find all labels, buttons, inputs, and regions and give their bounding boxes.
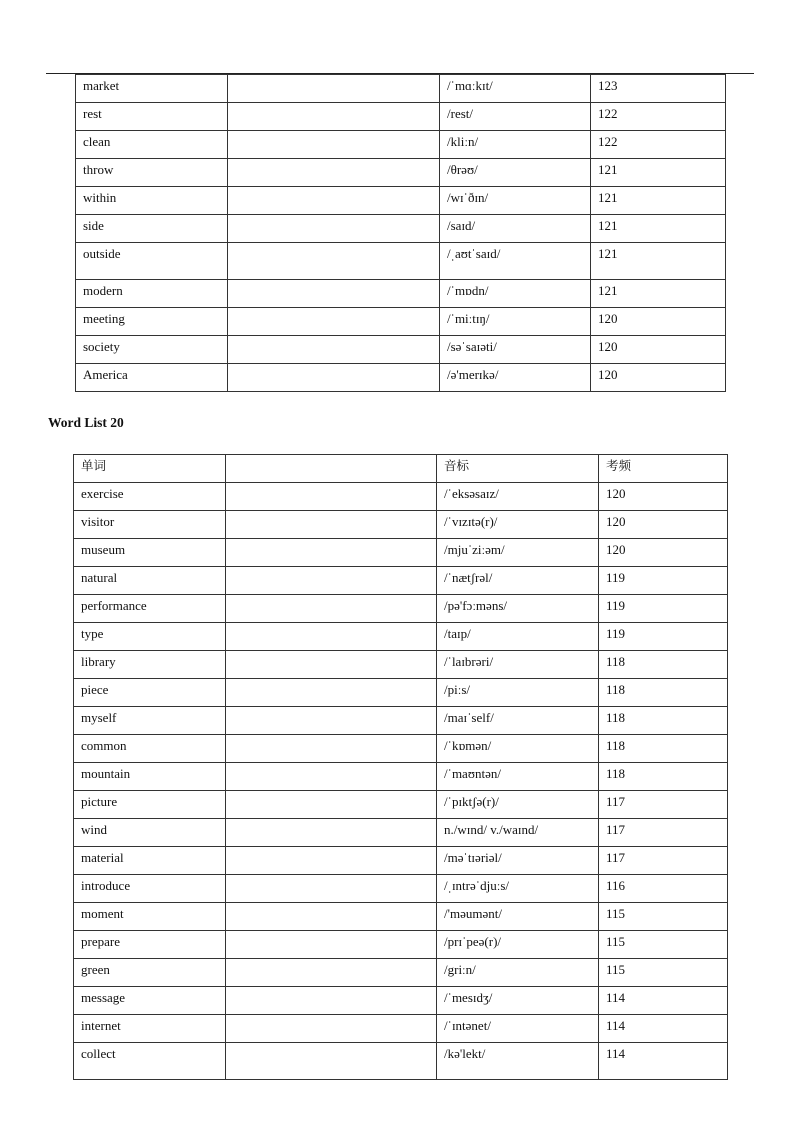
- word-cell: myself: [74, 707, 226, 735]
- blank-cell: [228, 187, 440, 215]
- phonetic-cell: /məˈtɪəriəl/: [437, 847, 599, 875]
- phonetic-cell: /'məumənt/: [437, 903, 599, 931]
- frequency-cell: 116: [599, 875, 728, 903]
- phonetic-cell: /ˈnætʃrəl/: [437, 567, 599, 595]
- blank-cell: [226, 847, 437, 875]
- blank-cell: [226, 539, 437, 567]
- word-cell: within: [76, 187, 228, 215]
- table-row: [76, 215, 726, 243]
- table-row: [74, 819, 728, 847]
- table-row: [74, 651, 728, 679]
- table-row: [74, 567, 728, 595]
- word-list-20-body: [74, 483, 728, 1080]
- blank-cell: [228, 336, 440, 364]
- frequency-cell: 117: [599, 847, 728, 875]
- word-table-continued-body: [76, 75, 726, 392]
- word-cell: visitor: [74, 511, 226, 539]
- phonetic-cell: /piːs/: [437, 679, 599, 707]
- phonetic-cell: /ˈmaʊntən/: [437, 763, 599, 791]
- table-row: [74, 791, 728, 819]
- table-row: [74, 903, 728, 931]
- blank-cell: [226, 959, 437, 987]
- word-cell: market: [76, 75, 228, 103]
- phonetic-cell: /ˈkɒmən/: [437, 735, 599, 763]
- word-cell: collect: [74, 1043, 226, 1080]
- table-row: [76, 280, 726, 308]
- frequency-cell: 121: [591, 280, 726, 308]
- blank-cell: [228, 364, 440, 392]
- word-cell: introduce: [74, 875, 226, 903]
- phonetic-cell: /taɪp/: [437, 623, 599, 651]
- frequency-cell: 115: [599, 931, 728, 959]
- table-row: [74, 539, 728, 567]
- phonetic-cell: /ˈeksəsaɪz/: [437, 483, 599, 511]
- table-row: [76, 131, 726, 159]
- table-row: [76, 308, 726, 336]
- blank-cell: [226, 595, 437, 623]
- table-row: [76, 159, 726, 187]
- word-cell: rest: [76, 103, 228, 131]
- phonetic-cell: /kə'lekt/: [437, 1043, 599, 1080]
- word-cell: mountain: [74, 763, 226, 791]
- phonetic-cell: /rest/: [440, 103, 591, 131]
- phonetic-cell: /griːn/: [437, 959, 599, 987]
- word-cell: society: [76, 336, 228, 364]
- phonetic-cell: /θrəʊ/: [440, 159, 591, 187]
- header-word: 单词: [74, 455, 226, 483]
- table-row: [74, 931, 728, 959]
- table-row: [74, 483, 728, 511]
- phonetic-cell: /ˈvɪzɪtə(r)/: [437, 511, 599, 539]
- blank-cell: [228, 159, 440, 187]
- blank-cell: [226, 931, 437, 959]
- blank-cell: [226, 903, 437, 931]
- word-cell: throw: [76, 159, 228, 187]
- frequency-cell: 118: [599, 651, 728, 679]
- blank-cell: [226, 623, 437, 651]
- table-row: [76, 103, 726, 131]
- blank-cell: [226, 1015, 437, 1043]
- phonetic-cell: /ˈmɒdn/: [440, 280, 591, 308]
- table-row: [76, 75, 726, 103]
- frequency-cell: 121: [591, 215, 726, 243]
- word-cell: outside: [76, 243, 228, 280]
- frequency-cell: 120: [591, 364, 726, 392]
- phonetic-cell: /saɪd/: [440, 215, 591, 243]
- frequency-cell: 120: [599, 539, 728, 567]
- frequency-cell: 118: [599, 707, 728, 735]
- frequency-cell: 121: [591, 187, 726, 215]
- table-row: [76, 187, 726, 215]
- word-cell: material: [74, 847, 226, 875]
- frequency-cell: 118: [599, 679, 728, 707]
- word-cell: side: [76, 215, 228, 243]
- table-row: [74, 1043, 728, 1080]
- word-cell: meeting: [76, 308, 228, 336]
- frequency-cell: 117: [599, 819, 728, 847]
- phonetic-cell: /prɪˈpeə(r)/: [437, 931, 599, 959]
- table-header-row: [74, 455, 728, 483]
- blank-cell: [226, 875, 437, 903]
- table-row: [74, 623, 728, 651]
- blank-cell: [226, 763, 437, 791]
- phonetic-cell: n./wɪnd/ v./waɪnd/: [437, 819, 599, 847]
- frequency-cell: 119: [599, 595, 728, 623]
- blank-cell: [226, 483, 437, 511]
- table-row: [74, 735, 728, 763]
- table-row: [74, 987, 728, 1015]
- frequency-cell: 118: [599, 735, 728, 763]
- blank-cell: [226, 567, 437, 595]
- phonetic-cell: /səˈsaɪəti/: [440, 336, 591, 364]
- table-row: [74, 875, 728, 903]
- table-row: [74, 847, 728, 875]
- phonetic-cell: /ˌaʊtˈsaɪd/: [440, 243, 591, 280]
- table-row: [74, 679, 728, 707]
- phonetic-cell: /ə'merɪkə/: [440, 364, 591, 392]
- word-cell: type: [74, 623, 226, 651]
- frequency-cell: 114: [599, 1015, 728, 1043]
- frequency-cell: 117: [599, 791, 728, 819]
- blank-cell: [228, 243, 440, 280]
- table-row: [74, 1015, 728, 1043]
- frequency-cell: 121: [591, 159, 726, 187]
- table-row: [74, 595, 728, 623]
- word-list-heading: Word List 20: [48, 415, 124, 430]
- blank-cell: [228, 215, 440, 243]
- frequency-cell: 120: [591, 336, 726, 364]
- blank-cell: [228, 131, 440, 159]
- table-row: [76, 364, 726, 392]
- word-cell: America: [76, 364, 228, 392]
- blank-cell: [228, 280, 440, 308]
- word-cell: piece: [74, 679, 226, 707]
- table-row: [74, 511, 728, 539]
- blank-cell: [228, 75, 440, 103]
- word-cell: exercise: [74, 483, 226, 511]
- blank-cell: [226, 511, 437, 539]
- header-frequency: 考频: [599, 455, 728, 483]
- table-row: [74, 959, 728, 987]
- frequency-cell: 114: [599, 1043, 728, 1080]
- word-cell: library: [74, 651, 226, 679]
- phonetic-cell: /ˈmesɪdʒ/: [437, 987, 599, 1015]
- blank-cell: [226, 679, 437, 707]
- blank-cell: [228, 308, 440, 336]
- table-row: [76, 243, 726, 280]
- word-table-continued: [75, 74, 726, 392]
- frequency-cell: 121: [591, 243, 726, 280]
- blank-cell: [226, 791, 437, 819]
- phonetic-cell: /ˌɪntrəˈdjuːs/: [437, 875, 599, 903]
- phonetic-cell: /ˈpɪktʃə(r)/: [437, 791, 599, 819]
- table-row: [74, 707, 728, 735]
- frequency-cell: 122: [591, 131, 726, 159]
- word-cell: modern: [76, 280, 228, 308]
- phonetic-cell: /ˈɪntənet/: [437, 1015, 599, 1043]
- frequency-cell: 118: [599, 763, 728, 791]
- phonetic-cell: /wɪˈðɪn/: [440, 187, 591, 215]
- phonetic-cell: /ˈmɑːkɪt/: [440, 75, 591, 103]
- word-cell: wind: [74, 819, 226, 847]
- phonetic-cell: /mjuˈziːəm/: [437, 539, 599, 567]
- blank-cell: [226, 707, 437, 735]
- frequency-cell: 122: [591, 103, 726, 131]
- word-cell: natural: [74, 567, 226, 595]
- phonetic-cell: /ˈmiːtɪŋ/: [440, 308, 591, 336]
- word-cell: internet: [74, 1015, 226, 1043]
- phonetic-cell: /pə'fɔːməns/: [437, 595, 599, 623]
- frequency-cell: 120: [599, 483, 728, 511]
- frequency-cell: 114: [599, 987, 728, 1015]
- blank-cell: [228, 103, 440, 131]
- frequency-cell: 120: [599, 511, 728, 539]
- blank-cell: [226, 987, 437, 1015]
- frequency-cell: 119: [599, 623, 728, 651]
- frequency-cell: 115: [599, 903, 728, 931]
- word-cell: museum: [74, 539, 226, 567]
- blank-cell: [226, 1043, 437, 1080]
- frequency-cell: 123: [591, 75, 726, 103]
- word-cell: picture: [74, 791, 226, 819]
- word-cell: clean: [76, 131, 228, 159]
- frequency-cell: 115: [599, 959, 728, 987]
- word-cell: performance: [74, 595, 226, 623]
- word-cell: moment: [74, 903, 226, 931]
- table-row: [74, 763, 728, 791]
- blank-cell: [226, 651, 437, 679]
- header-phonetic: 音标: [437, 455, 599, 483]
- blank-cell: [226, 819, 437, 847]
- frequency-cell: 120: [591, 308, 726, 336]
- header-blank: [226, 455, 437, 483]
- phonetic-cell: /kliːn/: [440, 131, 591, 159]
- word-cell: common: [74, 735, 226, 763]
- frequency-cell: 119: [599, 567, 728, 595]
- blank-cell: [226, 735, 437, 763]
- phonetic-cell: /ˈlaɪbrəri/: [437, 651, 599, 679]
- word-list-20-table: [73, 454, 728, 1080]
- phonetic-cell: /maɪˈself/: [437, 707, 599, 735]
- table-row: [76, 336, 726, 364]
- word-cell: prepare: [74, 931, 226, 959]
- word-cell: message: [74, 987, 226, 1015]
- word-cell: green: [74, 959, 226, 987]
